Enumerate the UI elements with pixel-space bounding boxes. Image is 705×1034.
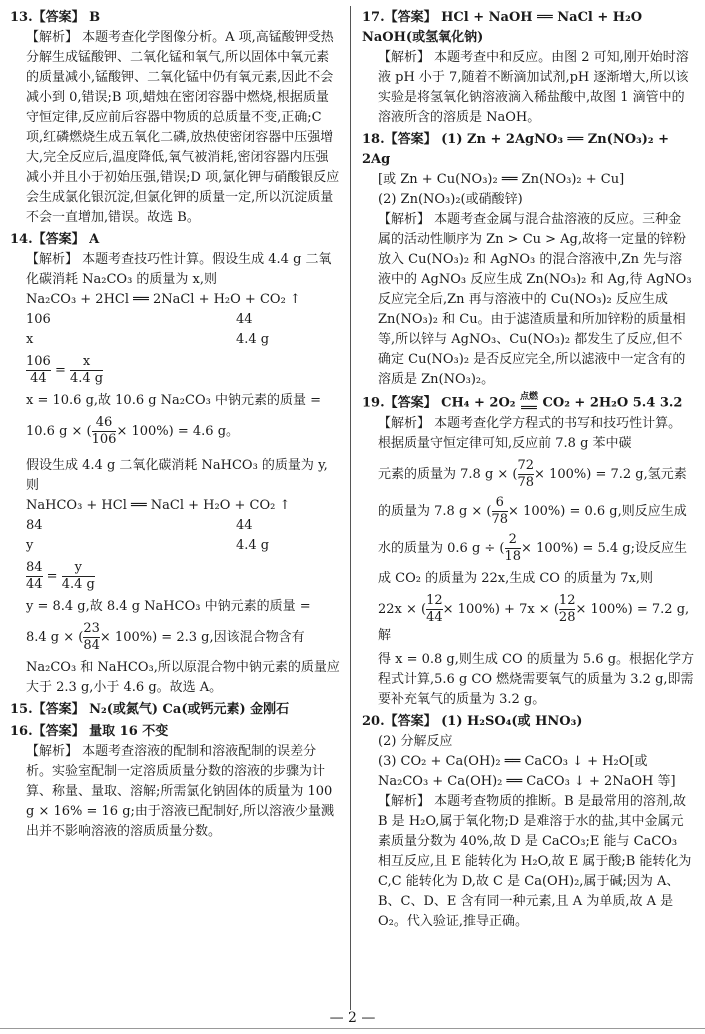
ratio-3a: 84 — [26, 518, 43, 533]
ratio-3b: 44 — [236, 518, 253, 533]
result-1b: 10.6 g × ( $\frac{46}{106}$ × 100%) = 4.6 g。 — [26, 415, 240, 447]
calc-line-7: 得 x = 0.8 g,则生成 CO 的质量为 5.6 g。根据化学方程式计算,5.6 g CO 燃烧需要氧气的质量为 3.2 g,即需要补充氧气的质量为 3.2 g。 — [378, 652, 695, 707]
answer-16: 16.【答案】 量取 16 不变 — [10, 724, 169, 739]
fraction: $\frac{12}{44}$ — [426, 593, 443, 625]
ratio-2a: x — [26, 332, 34, 347]
ratio-4b: 4.4 g — [236, 538, 270, 553]
answer-20: 20.【答案】 (1) H₂SO₄(或 HNO₃) — [362, 714, 583, 729]
answer-15: 15.【答案】 N₂(或氮气) Ca(或钙元素) 金刚石 — [10, 702, 290, 717]
reaction-condition: 点燃 — [520, 392, 539, 402]
calc-line-3: 的质量为 7.8 g × ( $\frac{6}{78}$ × 100%) = 0.6 g,则反应生成 — [378, 495, 687, 527]
ratio-row-2 — [10, 330, 340, 350]
answer-20-part2: (2) 分解反应 — [378, 734, 453, 749]
analysis-14-part2: 假设生成 4.4 g 二氧化碳消耗 NaHCO₃ 的质量为 y,则 — [26, 458, 328, 493]
ratio-row-4 — [10, 536, 340, 556]
calc-line-6: 22x × ( $\frac{12}{44}$ × 100%) + 7x × ( $\frac{12}{28}$ × 100%) = 7.2 g,解 — [378, 593, 690, 643]
result-2c: Na₂CO₃ 和 NaHCO₃,所以原混合物中钠元素的质量应大于 2.3 g,小于 4.6 g。故选 A。 — [26, 660, 340, 695]
ratio-row-1 — [10, 310, 340, 330]
analysis-20: 【解析】 本题考查物质的推断。B 是最常用的溶剂,故 B 是 H₂O,属于氧化物;D 是难溶于水的盐,其中金属元素质量分数为 40%,故 D 是 CaCO₃;E 能与 CaCO₃ 相互反应,且 E 能转化为 H₂O,故 E 属于酸;B 能转化为 C,C 能转化为 D,故 C 是 Ca(OH)₂,属于碱;因为 A、B、C、D、E 含有同一种元素,且 A 为单质,故 A 是 O₂。代入验证,推导正确。 — [378, 794, 692, 929]
answer-14: 14.【答案】 A — [10, 232, 100, 247]
question-16 — [10, 722, 340, 842]
answer-20-part3: (3) CO₂ + Ca(OH)₂ ══ CaCO₃ ↓ + H₂O[或 Na₂CO₃ + Ca(OH)₂ ══ CaCO₃ ↓ + 2NaOH 等] — [378, 754, 676, 789]
answer-19: 19.【答案】 CH₄ + 2O₂ 点燃 ══ CO₂ + 2H₂O 5.4 3.2 — [362, 392, 683, 416]
analysis-13: 【解析】 本题考查化学图像分析。A 项,高锰酸钾受热分解生成锰酸钾、二氧化锰和氧气,所以固体中氧元素的质量减小,锰酸钾、二氧化锰中仍有氧元素,因此不会减小到 0,错误;B 项,蜡烛在密闭容器中燃烧,根据质量守恒定律,反应前后容器中物质的总质量不变,正确;C 项,红磷燃烧生成五氧化二磷,放热使密闭容器中压强增大,完全反应后,温度降低,氧气被消耗,密闭容器内压强减小并且小于初始压强,错误;D 项,氯化钾与硝酸银反应会生成氯化银沉淀,但氯化钾的质量一定,所以沉淀质量不会一直增加,错误。故选 B。 — [26, 30, 340, 225]
analysis-18: 【解析】 本题考查金属与混合盐溶液的反应。三种金属的活动性顺序为 Zn > Cu > Ag,故将一定量的锌粉放入 Cu(NO₃)₂ 和 AgNO₃ 的混合溶液中,Zn 先与溶液中的 AgNO₃ 反应生成 Zn(NO₃)₂ 和 Ag,待 AgNO₃ 反应完全后,Zn 再与溶液中的 Cu(NO₃)₂ 反应生成 Zn(NO₃)₂ 和 Cu。由于滤渣质量和所加锌粉的质量相等,所以锌与 AgNO₃、Cu(NO₃)₂ 都发生了反应,但不确定 Cu(NO₃)₂ 是否反应完全,所以滤液中一定含有的溶质是 Zn(NO₃)₂。 — [378, 212, 692, 387]
analysis-19-intro: 【解析】 本题考查化学方程式的书写和技巧性计算。根据质量守恒定律可知,反应前 7.8 g 苯中碳 — [378, 416, 682, 451]
answer-13: 13.【答案】 B — [10, 10, 101, 25]
calc-line-5: 成 CO₂ 的质量为 22x,生成 CO 的质量为 7x,则 — [378, 571, 653, 586]
proportion-2: $\frac{84}{44}$ = $\frac{y}{4.4 g}$ — [26, 560, 95, 592]
answer-18-alt: [或 Zn + Cu(NO₃)₂ ══ Zn(NO₃)₂ + Cu] — [378, 172, 625, 187]
right-column — [362, 8, 694, 934]
page-number: — 2 — — [329, 1010, 376, 1026]
footer-divider — [0, 1028, 705, 1029]
answer-18: 18.【答案】 (1) Zn + 2AgNO₃ ══ Zn(NO₃)₂ + 2Ag — [362, 132, 669, 167]
calc-line-2: 元素的质量为 7.8 g × ( $\frac{72}{78}$ × 100%) = 7.2 g,氢元素 — [378, 458, 687, 490]
result-1: x = 10.6 g,故 10.6 g Na₂CO₃ 中钠元素的质量 = — [26, 393, 321, 408]
question-15 — [10, 700, 340, 720]
ratio-2b: 4.4 g — [236, 332, 270, 347]
equation-1: Na₂CO₃ + 2HCl ══ 2NaCl + H₂O + CO₂ ↑ — [26, 292, 301, 307]
fraction: $\frac{72}{78}$ — [517, 458, 535, 490]
ratio-4a: y — [26, 538, 34, 553]
fraction: $\frac{106}{44}$ — [26, 354, 51, 386]
fraction: $\frac{x}{4.4 g}$ — [70, 354, 104, 386]
question-18 — [362, 130, 694, 390]
fraction: $\frac{23}{84}$ — [83, 621, 100, 653]
question-20 — [362, 712, 694, 932]
analysis-16: 【解析】 本题考查溶液的配制和溶液配制的误差分析。实验室配制一定溶质质量分数的溶液的步骤为计算、称量、量取、溶解;所需氯化钠固体的质量为 100 g × 16% = 16 g;由于溶液已配制好,所以溶液少量溅出并不影响溶液的溶质质量分数。 — [26, 744, 335, 839]
fraction: $\frac{2}{18}$ — [504, 532, 522, 564]
result-2: y = 8.4 g,故 8.4 g NaHCO₃ 中钠元素的质量 = — [26, 599, 311, 614]
equation-2: NaHCO₃ + HCl ══ NaCl + H₂O + CO₂ ↑ — [26, 498, 291, 513]
column-divider — [350, 6, 351, 1010]
analysis-14-intro: 【解析】 本题考查技巧性计算。假设生成 4.4 g 二氧化碳消耗 Na₂CO₃ 的质量为 x,则 — [26, 252, 332, 287]
answer-17: 17.【答案】 HCl + NaOH ══ NaCl + H₂O NaOH(或氢氧化钠) — [362, 10, 643, 45]
result-2b: 8.4 g × ( $\frac{23}{84}$ × 100%) = 2.3 g,因该混合物含有 — [26, 621, 305, 653]
fraction: $\frac{12}{28}$ — [558, 593, 576, 625]
question-14 — [10, 230, 340, 698]
fraction: $\frac{y}{4.4 g}$ — [61, 560, 95, 592]
calc-line-4: 水的质量为 0.6 g ÷ ( $\frac{2}{18}$ × 100%) = 5.4 g;设反应生 — [378, 532, 687, 564]
analysis-17: 【解析】 本题考查中和反应。由图 2 可知,刚开始时溶液 pH 小于 7,随着不断滴加试剂,pH 逐渐增大,所以该实验是将氢氧化钠溶液滴入稀盐酸中,故图 1 滴管中的溶液所含的溶质是 NaOH。 — [378, 50, 689, 125]
fraction: $\frac{84}{44}$ — [26, 560, 43, 592]
question-19 — [362, 392, 694, 710]
question-13 — [10, 8, 340, 228]
answer-18-part2: (2) Zn(NO₃)₂(或硝酸锌) — [378, 192, 523, 207]
question-17 — [362, 8, 694, 128]
proportion-1: $\frac{106}{44}$ = $\frac{x}{4.4 g}$ — [26, 354, 104, 386]
ratio-row-3 — [10, 516, 340, 536]
fraction: $\frac{6}{78}$ — [491, 495, 509, 527]
left-column — [10, 8, 340, 844]
fraction: $\frac{46}{106}$ — [91, 415, 117, 447]
ratio-1a: 106 — [26, 312, 51, 327]
ratio-1b: 44 — [236, 312, 253, 327]
